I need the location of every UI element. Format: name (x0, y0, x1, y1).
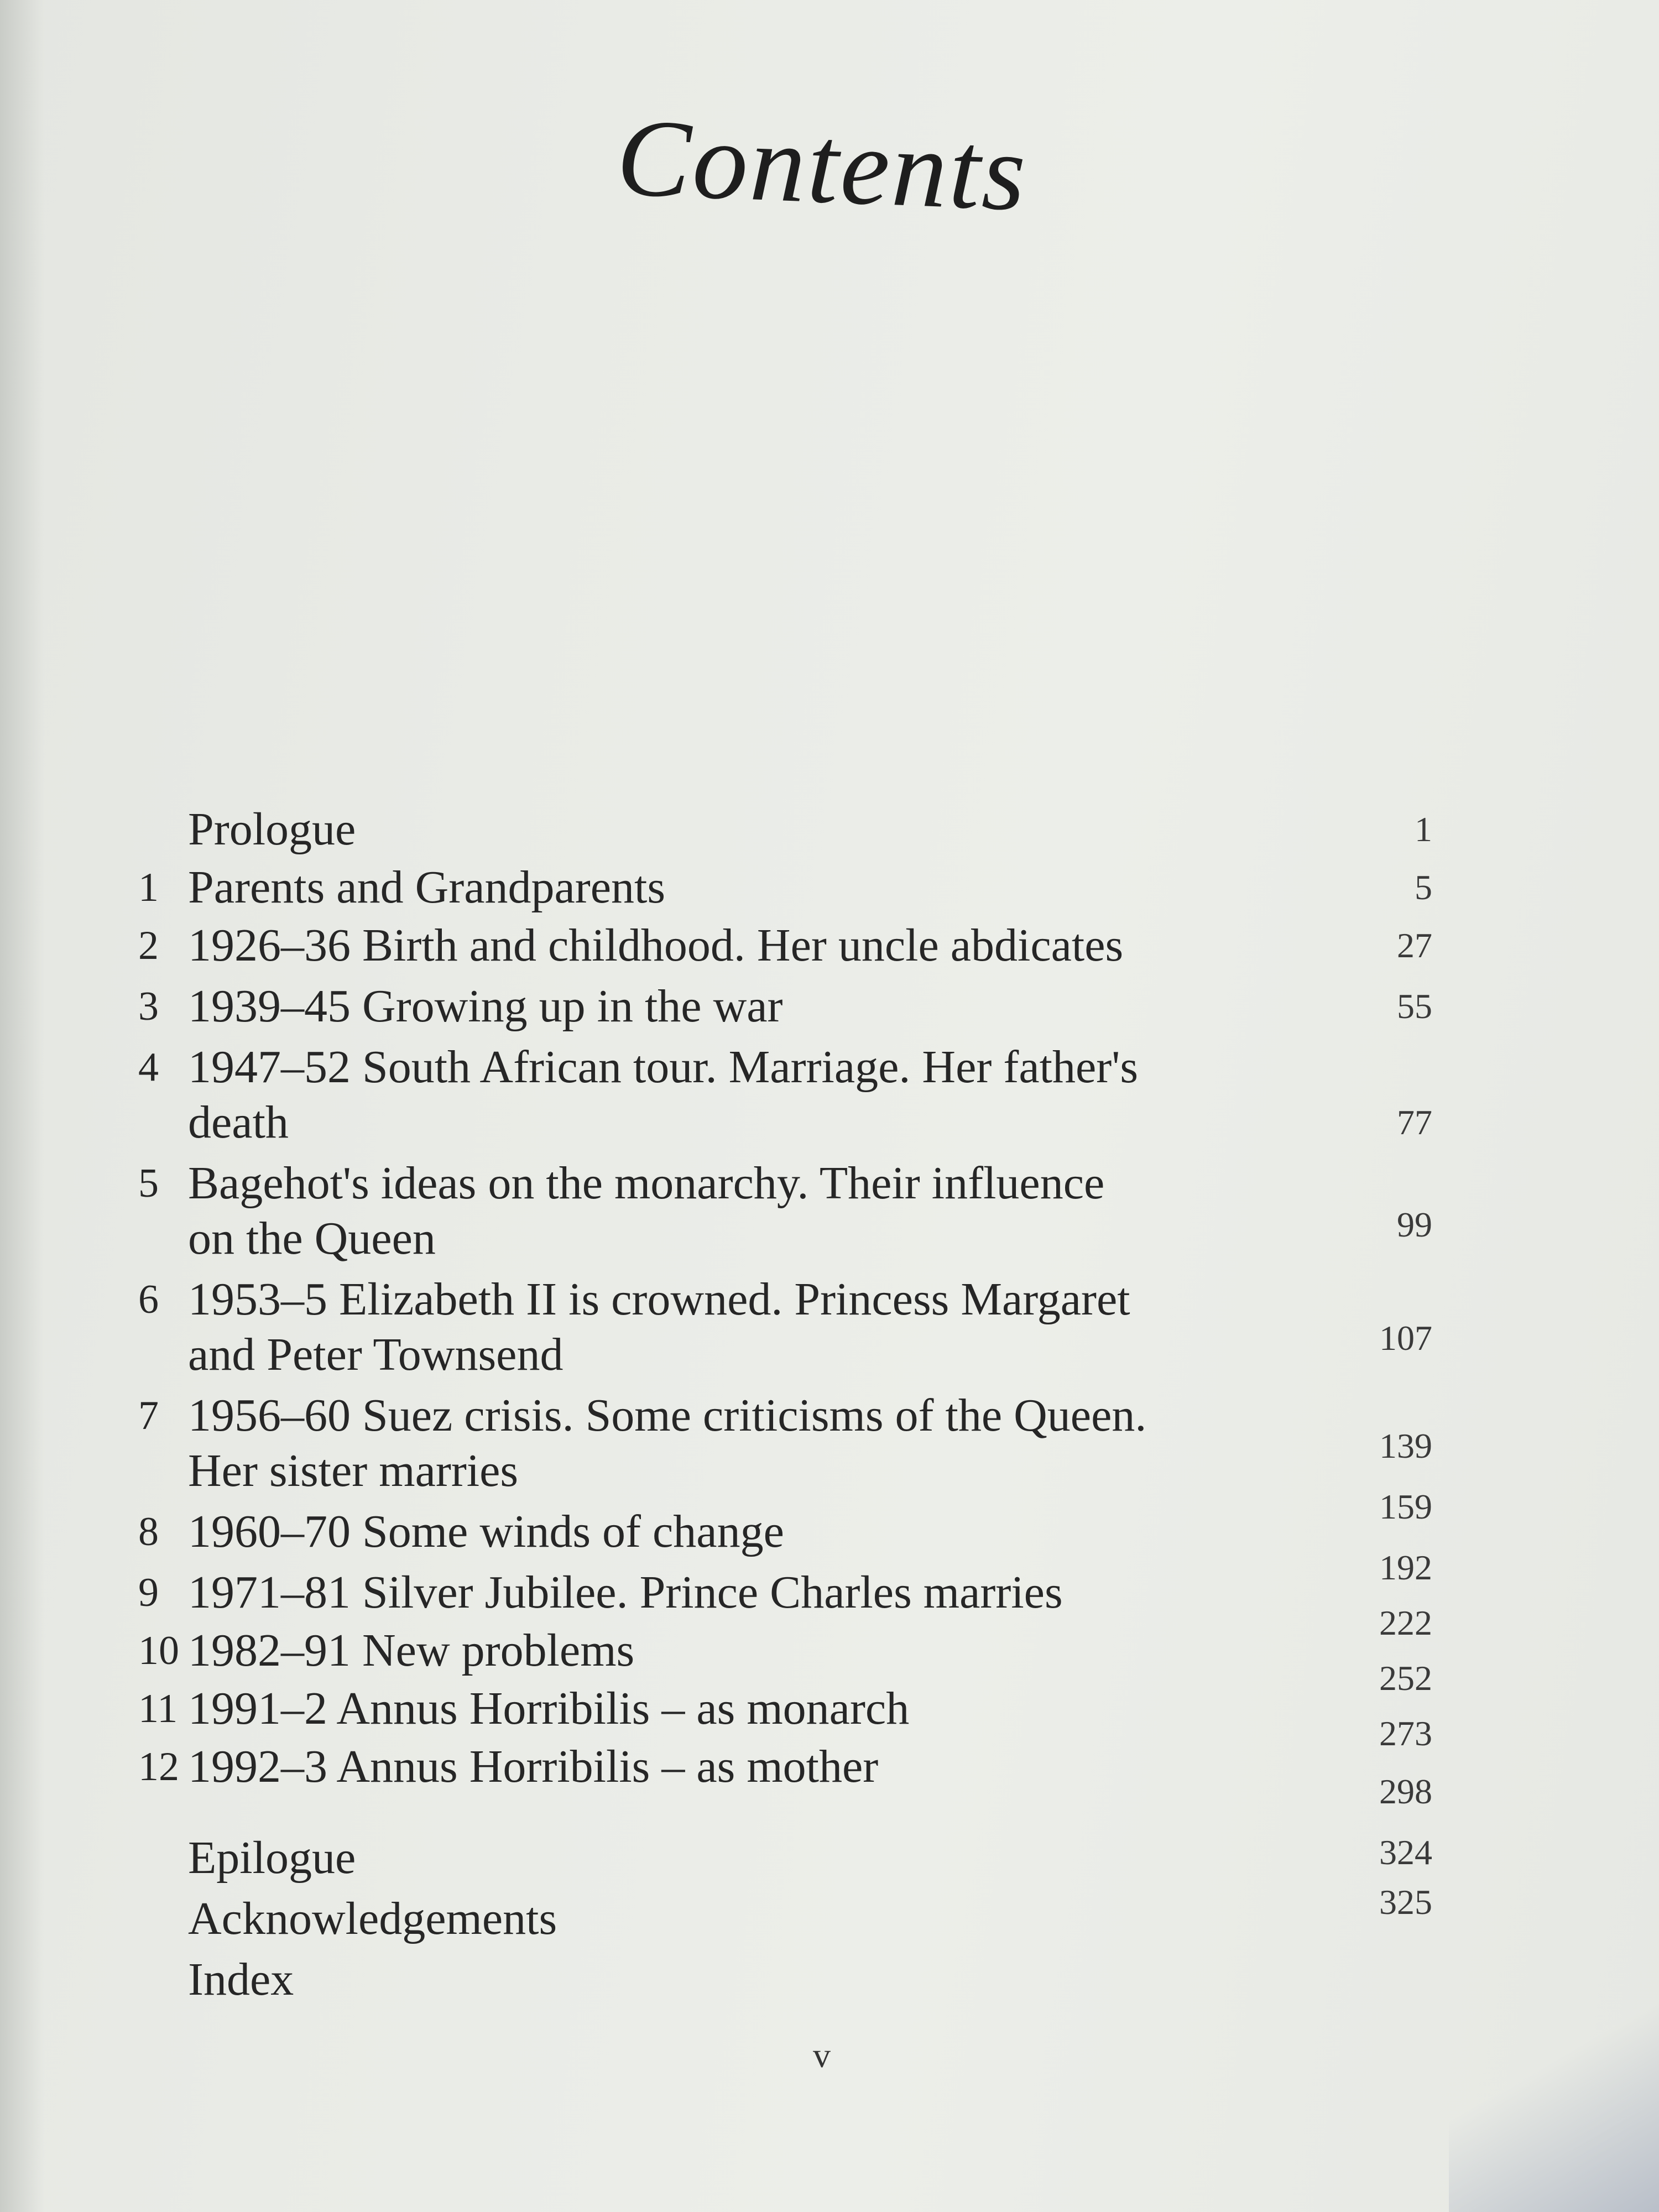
chapter-title-line-2: and Peter Townsend (188, 1329, 564, 1380)
page-number: 1 (1415, 810, 1432, 849)
page-number: 5 (1415, 868, 1432, 907)
chapter-title-line-2: on the Queen (188, 1213, 436, 1264)
chapter-title: Epilogue (188, 1832, 356, 1884)
page-number: 252 (1379, 1658, 1432, 1698)
chapter-title-line-1: 1956–60 Suez crisis. Some criticisms of the Queen. (188, 1390, 1147, 1441)
chapter-number: 11 (138, 1686, 178, 1731)
page-folio: v (813, 2036, 831, 2075)
chapter-title: 1971–81 Silver Jubilee. Prince Charles marries (188, 1567, 1063, 1618)
chapter-title: 1992–3 Annus Horribilis – as mother (188, 1741, 879, 1792)
chapter-number: 5 (138, 1161, 159, 1206)
chapter-number: 4 (138, 1045, 159, 1090)
page-number: 192 (1379, 1548, 1432, 1587)
page-number: 325 (1379, 1882, 1432, 1922)
page-number: 222 (1379, 1603, 1432, 1642)
chapter-title-line-1: 1947–52 South African tour. Marriage. Her father's (188, 1041, 1139, 1093)
chapter-title (188, 1272, 1130, 1383)
chapter-title: Acknowledgements (188, 1893, 557, 1944)
chapter-number: 7 (138, 1393, 159, 1438)
chapter-title: 1939–45 Growing up in the war (188, 980, 783, 1032)
chapter-title (188, 1040, 1138, 1150)
chapter-title-line-2: death (188, 1097, 289, 1148)
page-number: 159 (1379, 1487, 1432, 1526)
chapter-title: 1991–2 Annus Horribilis – as monarch (188, 1683, 910, 1734)
page-number: 55 (1397, 987, 1432, 1026)
chapter-number: 2 (138, 923, 159, 968)
page-number: 107 (1379, 1318, 1432, 1358)
chapter-number: 1 (138, 865, 159, 910)
chapter-title-line-2: Her sister marries (188, 1445, 519, 1496)
page-title: Contents (614, 96, 1030, 234)
chapter-number: 12 (138, 1744, 179, 1790)
chapter-number: 8 (138, 1509, 159, 1554)
page-number: 99 (1397, 1205, 1432, 1244)
page-number: 139 (1379, 1426, 1432, 1465)
chapter-number: 10 (138, 1628, 179, 1673)
chapter-title-line-1: 1953–5 Elizabeth II is crowned. Princess Margaret (188, 1274, 1130, 1325)
chapter-number: 3 (138, 984, 159, 1029)
chapter-title: 1960–70 Some winds of change (188, 1506, 784, 1557)
page-number: 27 (1397, 926, 1432, 965)
chapter-title (188, 1388, 1146, 1499)
chapter-title: 1926–36 Birth and childhood. Her uncle abdicates (188, 920, 1124, 971)
chapter-title (188, 1156, 1104, 1266)
chapter-number: 6 (138, 1277, 159, 1322)
chapter-title-line-1: Bagehot's ideas on the monarchy. Their influence (188, 1157, 1105, 1209)
chapter-number: 9 (138, 1570, 159, 1615)
chapter-title: Index (188, 1954, 294, 2005)
page-number: 298 (1379, 1772, 1432, 1811)
chapter-title: 1982–91 New problems (188, 1625, 635, 1676)
page-number: 324 (1379, 1833, 1432, 1872)
chapter-title: Prologue (188, 804, 356, 855)
chapter-title: Parents and Grandparents (188, 862, 666, 913)
page-number: 77 (1397, 1103, 1432, 1142)
page-number: 273 (1379, 1714, 1432, 1753)
